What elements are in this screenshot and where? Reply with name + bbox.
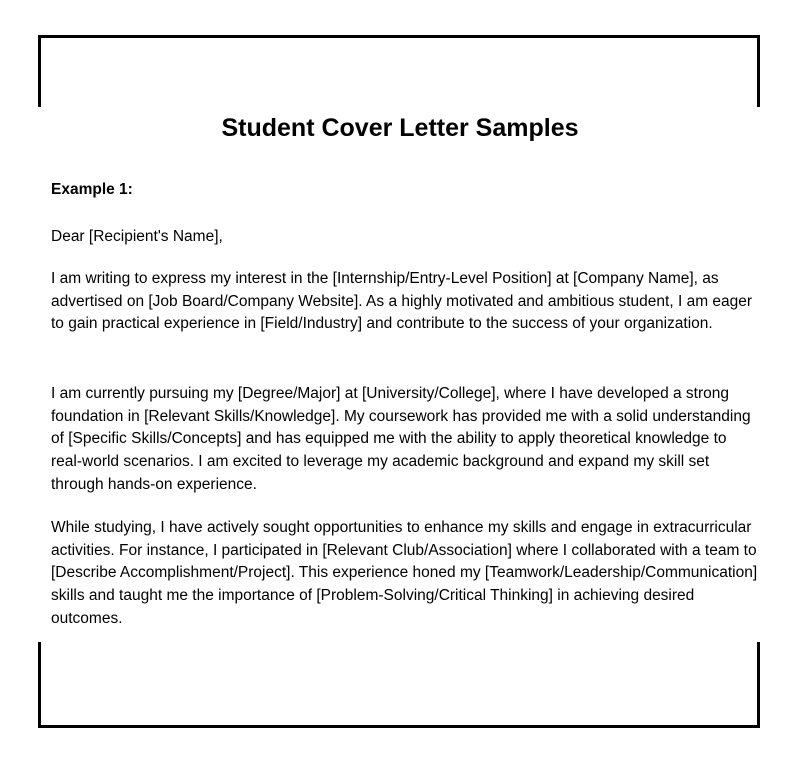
letter-paragraph-3: While studying, I have actively sought opportunities to enhance my skills and engage in extracurricular activities. For instance, I participated in [Relevant Club/Association] where I collaborated with a team to [Describe Accomplishment/Project]. This experience honed my [Teamwork/Leadership/Communication] skills and taught me the importance of [Problem-Solving/Critical Thinking] in achieving desired outcomes. [51, 519, 758, 627]
example-heading: Example 1: [51, 181, 133, 198]
document-frame-bottom [38, 642, 760, 728]
page-title: Student Cover Letter Samples [221, 114, 579, 142]
letter-paragraph-2: I am currently pursuing my [Degree/Major] at [University/College], where I have developed a strong foundation in [Relevant Skills/Knowledge]. My coursework has provided me with a solid understanding of [Specific Skills/Concepts] and has equipped me with the ability to apply theoretical knowledge to real-world scenarios. I am excited to leverage my academic background and expand my skill set through hands-on experience. [51, 385, 751, 493]
letter-paragraph-1: I am writing to express my interest in the [Internship/Entry-Level Position] at [Company Name], as advertised on [Job Board/Company Website]. As a highly motivated and ambitious student, I am eager to gain practical experience in [Field/Industry] and contribute to the success of your organization. [51, 270, 753, 333]
document-frame-top [38, 35, 760, 107]
letter-salutation: Dear [Recipient's Name], [51, 228, 223, 245]
